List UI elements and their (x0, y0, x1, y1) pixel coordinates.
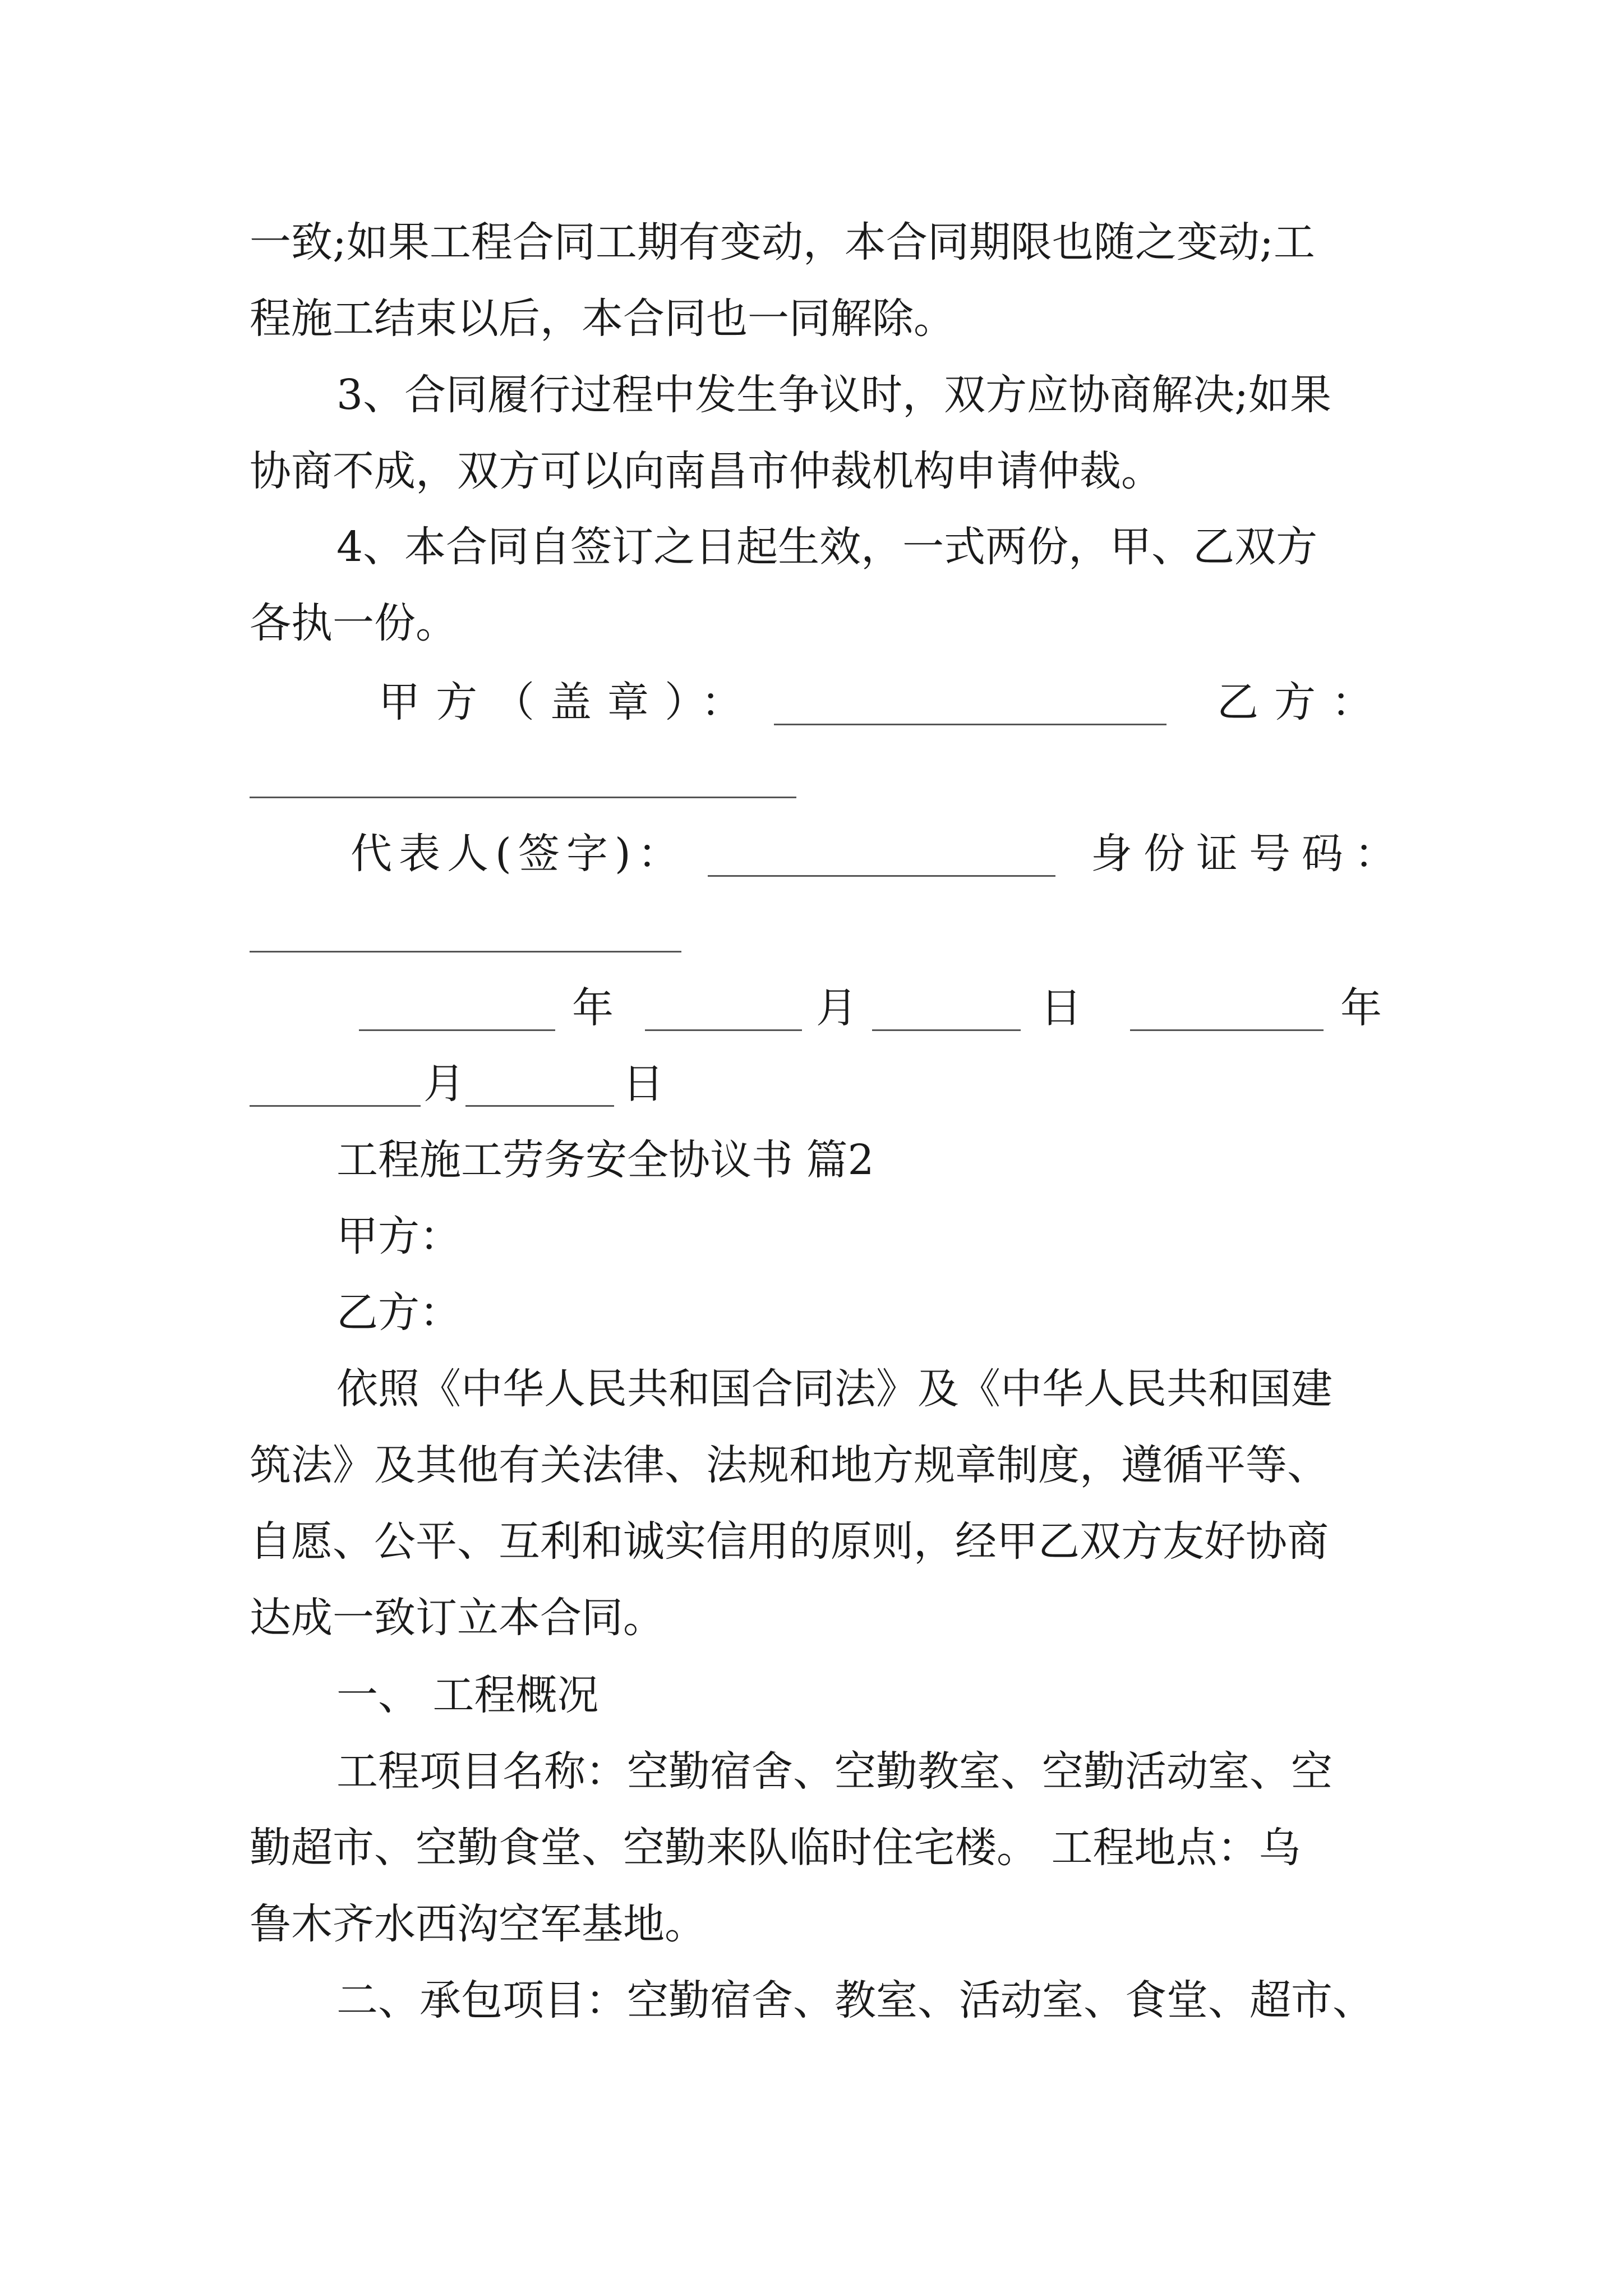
preamble-line: 依照《中华人民共和国合同法》及《中华人民共和国建 (336, 1365, 1332, 1413)
clause-3-line: 3、合同履行过程中发生争议时，双方应协商解决;如果 (336, 371, 1332, 419)
heading-project-overview: 一、 工程概况 (336, 1671, 599, 1719)
party-a-seal-blank (774, 724, 1166, 725)
party-b-blank (250, 797, 796, 798)
date-b-month-blank (250, 1105, 421, 1107)
body-line: 程施工结束以后，本合同也一同解除。 (250, 295, 955, 343)
representative-blank (708, 875, 1055, 877)
date-b-year-label: 年 (1340, 984, 1382, 1032)
date-a-day-blank (872, 1029, 1021, 1031)
preamble-line: 筑法》及其他有关法律、法规和地方规章制度，遵循平等、 (250, 1441, 1329, 1489)
scope-line: 二、承包项目：空勤宿舍、教室、活动室、食堂、超市、 (336, 1976, 1374, 2024)
id-number-blank (250, 951, 681, 953)
party-b-line: 乙方： (336, 1289, 461, 1337)
party-a-line: 甲方： (336, 1212, 461, 1260)
party-a-seal-label: 甲方（盖章）： (379, 678, 758, 726)
body-line: 协商不成，双方可以向南昌市仲裁机构申请仲裁。 (250, 447, 1163, 495)
body-line: 一致;如果工程合同工期有变动，本合同期限也随之变动;工 (250, 218, 1315, 266)
project-line: 工程项目名称：空勤宿舍、空勤教室、空勤活动室、空 (336, 1747, 1332, 1796)
id-number-label: 身份证号码： (1091, 830, 1407, 878)
date-a-month-blank (645, 1029, 802, 1031)
party-b-label: 乙方： (1217, 678, 1389, 726)
date-a-year-label: 年 (572, 984, 614, 1032)
date-b-year-blank (1130, 1029, 1324, 1031)
project-line: 鲁木齐水西沟空军基地。 (250, 1900, 706, 1948)
clause-4-line: 4、本合同自签订之日起生效，一式两份，甲、乙双方 (336, 523, 1318, 571)
project-line: 勤超市、空勤食堂、空勤来队临时住宅楼。 工程地点：乌 (250, 1824, 1301, 1872)
preamble-line: 自愿、公平、互利和诚实信用的原则，经甲乙双方友好协商 (250, 1517, 1329, 1566)
date-b-day-label: 日 (623, 1060, 664, 1108)
representative-label: 代表人(签字)： (351, 830, 686, 878)
date-b-day-blank (465, 1105, 614, 1107)
date-a-month-label: 月 (816, 984, 857, 1032)
date-a-day-label: 日 (1040, 984, 1082, 1032)
date-a-year-blank (359, 1029, 555, 1031)
body-line: 各执一份。 (250, 599, 457, 647)
date-b-month-label: 月 (423, 1060, 465, 1108)
preamble-line: 达成一致订立本合同。 (250, 1594, 665, 1642)
section-title: 工程施工劳务安全协议书 篇2 (336, 1136, 874, 1184)
